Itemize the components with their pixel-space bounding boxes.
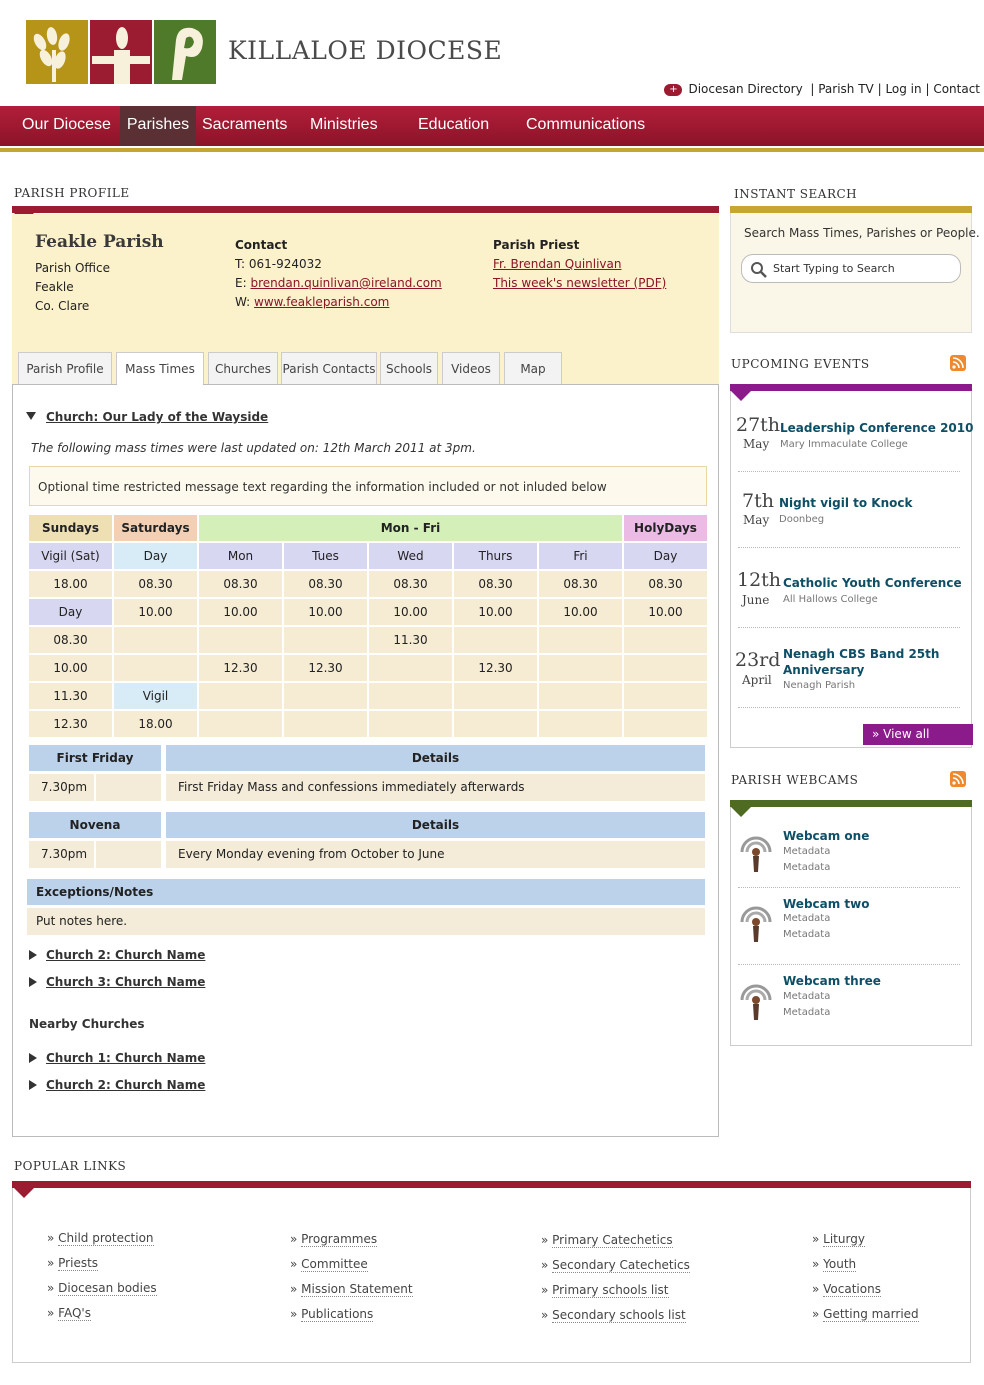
event-month: June: [742, 593, 770, 607]
webcam-meta: Metadata: [783, 913, 831, 924]
first-friday-heading: First Friday: [29, 745, 161, 771]
popular-link[interactable]: » Priests: [47, 1256, 99, 1270]
contact-heading: Contact: [235, 238, 288, 252]
event-location: Mary Immaculate College: [780, 439, 908, 450]
main-nav: [0, 106, 984, 146]
event-title-link[interactable]: Night vigil to Knock: [779, 496, 913, 510]
tab-churches[interactable]: Churches: [208, 352, 278, 385]
webcam-icon[interactable]: [737, 828, 775, 874]
event-title-link[interactable]: Leadership Conference 2010: [780, 421, 974, 435]
event-location: Nenagh Parish: [783, 680, 856, 691]
sub-fri: Fri: [539, 543, 622, 569]
time-cell: 08.30: [29, 627, 112, 653]
tab-mass-times[interactable]: Mass Times: [116, 352, 204, 386]
popular-link[interactable]: » Youth: [812, 1257, 857, 1271]
church-link[interactable]: Church 3: Church Name: [46, 975, 206, 989]
sub-holyday-day: Day: [624, 543, 707, 569]
event-location: All Hallows College: [783, 594, 878, 605]
sunday-day-label: Day: [29, 599, 112, 625]
priest-link[interactable]: Fr. Brendan Quinlivan: [493, 257, 622, 271]
time-cell: 18.00: [29, 571, 112, 597]
diocesan-directory-link[interactable]: Diocesan Directory: [688, 82, 803, 96]
novena-time: 7.30pm: [29, 841, 94, 868]
time-cell: 08.30: [114, 571, 197, 597]
time-cell: [624, 627, 707, 653]
rss-icon[interactable]: [950, 355, 966, 371]
newsletter-link[interactable]: This week's newsletter (PDF): [493, 276, 667, 290]
plus-icon: +: [664, 84, 682, 96]
time-cell: 12.30: [199, 655, 282, 681]
nearby-church-link[interactable]: Church 1: Church Name: [46, 1051, 206, 1065]
event-location: Doonbeg: [779, 514, 825, 525]
popular-links-panel: [12, 1181, 971, 1363]
sub-wed: Wed: [369, 543, 452, 569]
contact-link[interactable]: Contact: [933, 82, 980, 96]
webcam-link[interactable]: Webcam one: [783, 829, 870, 843]
sub-vigil-sat: Vigil (Sat): [29, 543, 112, 569]
nearby-church-link[interactable]: Church 2: Church Name: [46, 1078, 206, 1092]
time-cell: [624, 683, 707, 709]
webcam-link[interactable]: Webcam two: [783, 897, 870, 911]
nearby-churches-heading: Nearby Churches: [29, 1017, 145, 1031]
exceptions-text: Put notes here.: [27, 908, 705, 935]
event-day: 23rd: [735, 649, 781, 671]
time-cell: [539, 655, 622, 681]
address-line-3: Co. Clare: [35, 299, 90, 313]
upcoming-events-title: UPCOMING EVENTS: [731, 357, 870, 371]
time-cell: [284, 711, 367, 737]
event-title-link[interactable]: Catholic Youth Conference: [783, 576, 962, 590]
novena-heading: Novena: [29, 812, 161, 838]
priest-heading: Parish Priest: [493, 238, 580, 252]
nav-parishes[interactable]: Parishes: [120, 106, 196, 146]
webcam-meta: Metadata: [783, 991, 831, 1002]
time-cell: 08.30: [539, 571, 622, 597]
popular-link[interactable]: » Publications: [290, 1307, 374, 1321]
sub-mon: Mon: [199, 543, 282, 569]
login-link[interactable]: Log in: [885, 82, 922, 96]
webcam-link[interactable]: Webcam three: [783, 974, 881, 988]
expand-icon[interactable]: [29, 1053, 37, 1063]
tab-parish-contacts[interactable]: Parish Contacts: [281, 352, 377, 385]
first-friday-details-heading: Details: [166, 745, 705, 771]
tab-schools[interactable]: Schools: [380, 352, 438, 385]
header-sundays: Sundays: [29, 515, 112, 541]
email-prefix: E:: [235, 276, 251, 290]
time-cell: [539, 627, 622, 653]
church-heading-link[interactable]: Church: Our Lady of the Wayside: [46, 410, 269, 424]
parish-tv-link[interactable]: Parish TV: [818, 82, 874, 96]
time-cell: [284, 627, 367, 653]
time-cell: 10.00: [369, 599, 452, 625]
sub-sat-day: Day: [114, 543, 197, 569]
church-link[interactable]: Church 2: Church Name: [46, 948, 206, 962]
header-holydays: HolyDays: [624, 515, 707, 541]
phone: T: 061-924032: [235, 257, 322, 271]
updated-note: The following mass times were last updated on: 12th March 2011 at 3pm.: [31, 441, 476, 455]
popular-link[interactable]: » Committee: [290, 1257, 368, 1271]
mass-times-table: [27, 513, 709, 739]
event-month: April: [742, 673, 772, 687]
time-cell: [369, 683, 452, 709]
utility-links: + Diocesan Directory | Parish TV | Log in | Contact: [664, 82, 980, 96]
website-link[interactable]: www.feakleparish.com: [254, 295, 390, 309]
header-saturdays: Saturdays: [114, 515, 197, 541]
time-cell: 12.30: [284, 655, 367, 681]
time-cell: 08.30: [624, 571, 707, 597]
novena-details: Every Monday evening from October to June: [166, 841, 705, 868]
time-cell: [454, 683, 537, 709]
time-cell: 18.00: [114, 711, 197, 737]
event-day: 27th: [736, 414, 781, 436]
time-cell: [624, 711, 707, 737]
event-month: May: [743, 437, 770, 451]
time-cell: [199, 711, 282, 737]
popular-link[interactable]: » Liturgy: [812, 1232, 865, 1246]
profile-bar: [12, 206, 719, 213]
time-cell: [114, 627, 197, 653]
time-cell: [114, 655, 197, 681]
instant-search-title: INSTANT SEARCH: [734, 187, 858, 201]
tab-videos[interactable]: Videos: [442, 352, 500, 385]
time-cell: 08.30: [284, 571, 367, 597]
webcam-meta: Metadata: [783, 1007, 831, 1018]
popular-link[interactable]: » FAQ's: [47, 1306, 91, 1320]
time-cell: [284, 683, 367, 709]
restricted-message: Optional time restricted message text regarding the information included or not inluded below: [29, 466, 707, 506]
collapse-icon[interactable]: [26, 412, 36, 420]
rss-icon[interactable]: [950, 771, 966, 787]
first-friday-details: First Friday Mass and confessions immediately afterwards: [166, 774, 705, 801]
popular-link[interactable]: » Programmes: [290, 1232, 378, 1246]
diocese-logo[interactable]: [26, 20, 218, 84]
nav-ministries[interactable]: Ministries: [310, 116, 378, 133]
search-placeholder: Start Typing to Search: [773, 262, 895, 275]
web-prefix: W:: [235, 295, 255, 309]
popular-link[interactable]: » Secondary schools list: [541, 1308, 686, 1322]
time-cell: [539, 683, 622, 709]
time-cell: 10.00: [624, 599, 707, 625]
popular-link[interactable]: » Secondary Catechetics: [541, 1258, 690, 1272]
time-cell: 08.30: [369, 571, 452, 597]
popular-links-bar: [12, 1181, 971, 1188]
site-title: KILLALOE DIOCESE: [228, 36, 503, 65]
webcam-icon[interactable]: [737, 976, 775, 1022]
time-cell: 12.30: [454, 655, 537, 681]
address-line-1: Parish Office: [35, 261, 111, 275]
tab-parish-profile[interactable]: Parish Profile: [18, 352, 112, 385]
tab-map[interactable]: Map: [504, 352, 562, 385]
popular-links-title: POPULAR LINKS: [14, 1159, 127, 1173]
time-cell: 10.00: [539, 599, 622, 625]
nav-our-diocese[interactable]: Our Diocese: [22, 116, 111, 133]
time-cell: [454, 711, 537, 737]
time-cell: 10.00: [284, 599, 367, 625]
expand-icon[interactable]: [29, 950, 37, 960]
novena-details-heading: Details: [166, 812, 705, 838]
event-day: 12th: [737, 569, 782, 591]
popular-link[interactable]: » Diocesan bodies: [47, 1281, 157, 1295]
nav-communications[interactable]: Communications: [526, 116, 646, 133]
time-cell: 10.00: [29, 655, 112, 681]
nav-underline: [0, 148, 984, 152]
time-cell: 10.00: [199, 599, 282, 625]
address-line-2: Feakle: [35, 280, 74, 294]
popular-link[interactable]: » Mission Statement: [290, 1282, 413, 1296]
view-all-events-button[interactable]: » View all: [863, 724, 973, 745]
popular-link[interactable]: » Getting married: [812, 1307, 919, 1321]
first-friday-time: 7.30pm: [29, 774, 94, 801]
email-link[interactable]: brendan.quinlivan@ireland.com: [250, 276, 442, 290]
search-caption: Search Mass Times, Parishes or People.: [744, 226, 980, 240]
saturday-vigil-label: Vigil: [114, 683, 197, 709]
time-cell: [369, 711, 452, 737]
parish-profile-title: PARISH PROFILE: [14, 186, 130, 200]
time-cell: 11.30: [29, 683, 112, 709]
expand-icon[interactable]: [29, 1080, 37, 1090]
time-cell: 11.30: [369, 627, 452, 653]
nav-education[interactable]: Education: [418, 116, 490, 133]
popular-link[interactable]: » Child protection: [47, 1231, 154, 1245]
popular-link[interactable]: » Primary Catechetics: [541, 1233, 673, 1247]
time-cell: 08.30: [454, 571, 537, 597]
time-cell: [369, 655, 452, 681]
event-month: May: [743, 513, 770, 527]
sub-thurs: Thurs: [454, 543, 537, 569]
popular-link[interactable]: » Vocations: [812, 1282, 881, 1296]
header-mon-fri: Mon - Fri: [199, 515, 622, 541]
time-cell: [199, 627, 282, 653]
search-input[interactable]: [741, 254, 961, 283]
event-day: 7th: [742, 490, 774, 512]
webcam-icon[interactable]: [737, 898, 775, 944]
time-cell: [539, 711, 622, 737]
parish-name: Feakle Parish: [35, 232, 164, 252]
exceptions-heading: Exceptions/Notes: [27, 879, 705, 905]
parish-webcams-title: PARISH WEBCAMS: [731, 773, 859, 787]
sub-tues: Tues: [284, 543, 367, 569]
nav-sacraments[interactable]: Sacraments: [202, 116, 288, 133]
time-cell: 10.00: [454, 599, 537, 625]
time-cell: [454, 627, 537, 653]
time-cell: [199, 683, 282, 709]
search-bar-accent: [730, 206, 972, 213]
popular-link[interactable]: » Primary schools list: [541, 1283, 669, 1297]
webcams-bar-accent: [730, 800, 972, 807]
time-cell: 08.30: [199, 571, 282, 597]
time-cell: 12.30: [29, 711, 112, 737]
event-title-link[interactable]: Nenagh CBS Band 25th Anniversary: [783, 647, 940, 677]
webcam-meta: Metadata: [783, 846, 831, 857]
webcam-meta: Metadata: [783, 929, 831, 940]
search-icon: [750, 261, 768, 279]
time-cell: 10.00: [114, 599, 197, 625]
time-cell: [624, 655, 707, 681]
webcam-meta: Metadata: [783, 862, 831, 873]
expand-icon[interactable]: [29, 977, 37, 987]
events-bar-accent: [730, 384, 972, 391]
